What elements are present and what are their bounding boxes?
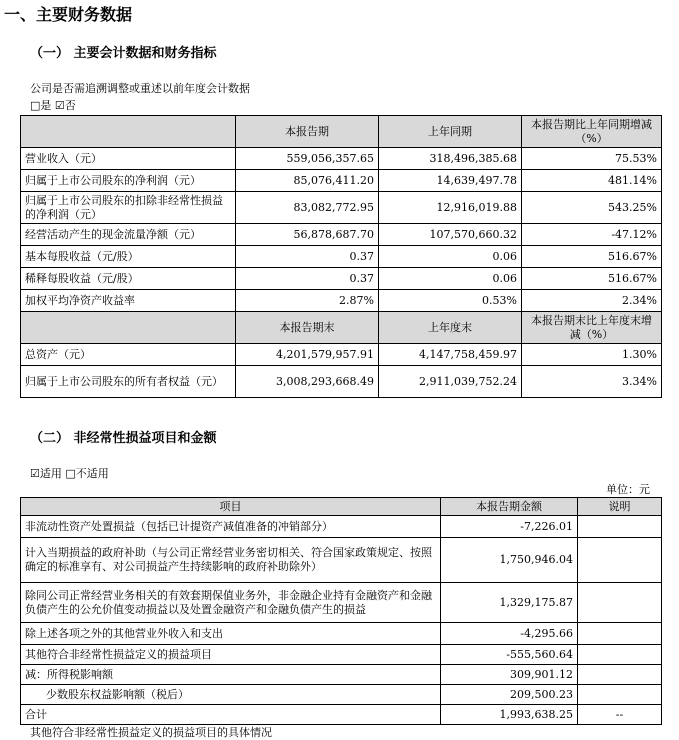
header-cell: 本报告期末比上年度末增减（%）	[522, 312, 662, 344]
accounting-data-table	[20, 115, 662, 398]
note-cell	[578, 538, 662, 583]
table-row	[21, 344, 662, 366]
item-label: 减：所得税影响额	[21, 665, 441, 685]
value-cell: 4,147,758,459.97	[379, 344, 522, 366]
value-cell: 4,201,579,957.91	[236, 344, 379, 366]
section1-title: （一） 主要会计数据和财务指标	[30, 46, 217, 61]
item-label: 少数股东权益影响额（税后）	[21, 685, 441, 705]
amount-cell: -555,560.64	[441, 645, 578, 665]
row-label: 营业收入（元）	[21, 148, 236, 170]
row-label: 总资产（元）	[21, 344, 236, 366]
value-cell: 2.87%	[236, 290, 379, 312]
table-header-row	[21, 116, 662, 148]
header-cell: 项目	[21, 498, 441, 516]
table-row	[21, 538, 662, 583]
header-cell: 上年度末	[379, 312, 522, 344]
header-cell: 本报告期金额	[441, 498, 578, 516]
table-row	[21, 583, 662, 623]
value-cell: 2.34%	[522, 290, 662, 312]
table-row	[21, 290, 662, 312]
value-cell: 516.67%	[522, 268, 662, 290]
header-cell	[21, 312, 236, 344]
value-cell: 83,082,772.95	[236, 192, 379, 224]
value-cell: 107,570,660.32	[379, 224, 522, 246]
value-cell: 0.37	[236, 246, 379, 268]
table-row	[21, 224, 662, 246]
table-row	[21, 366, 662, 398]
value-cell: 481.14%	[522, 170, 662, 192]
value-cell: 2,911,039,752.24	[379, 366, 522, 398]
note-cell: --	[578, 705, 662, 725]
restatement-question: 公司是否需追溯调整或重述以前年度会计数据	[30, 82, 250, 95]
table-row	[21, 170, 662, 192]
table-row	[21, 623, 662, 645]
value-cell: 0.37	[236, 268, 379, 290]
amount-cell: 309,901.12	[441, 665, 578, 685]
value-cell: 85,076,411.20	[236, 170, 379, 192]
table-row	[21, 246, 662, 268]
note-cell	[578, 583, 662, 623]
item-label: 合计	[21, 705, 441, 725]
table-row	[21, 268, 662, 290]
value-cell: 14,639,497.78	[379, 170, 522, 192]
note-cell	[578, 645, 662, 665]
item-label: 除上述各项之外的其他营业外收入和支出	[21, 623, 441, 645]
table-row	[21, 665, 662, 685]
row-label: 经营活动产生的现金流量净额（元）	[21, 224, 236, 246]
row-label: 归属于上市公司股东的净利润（元）	[21, 170, 236, 192]
footer-text: 其他符合非经常性损益定义的损益项目的具体情况	[30, 726, 272, 739]
value-cell: 3.34%	[522, 366, 662, 398]
value-cell: 543.25%	[522, 192, 662, 224]
table-row	[21, 516, 662, 538]
value-cell: 1.30%	[522, 344, 662, 366]
non-recurring-items-table	[20, 497, 662, 725]
value-cell: 75.53%	[522, 148, 662, 170]
item-label: 其他符合非经常性损益定义的损益项目	[21, 645, 441, 665]
item-label: 非流动性资产处置损益（包括已计提资产减值准备的冲销部分）	[21, 516, 441, 538]
amount-cell: -4,295.66	[441, 623, 578, 645]
table-header-row	[21, 312, 662, 344]
header-cell: 上年同期	[379, 116, 522, 148]
item-label: 计入当期损益的政府补助（与公司正常经营业务密切相关、符合国家政策规定、按照确定的标准享有、对公司损益产生持续影响的政府补助除外）	[21, 538, 441, 583]
row-label: 归属于上市公司股东的扣除非经常性损益的净利润（元）	[21, 192, 236, 224]
table-row	[21, 645, 662, 665]
amount-cell: 209,500.23	[441, 685, 578, 705]
header-cell: 说明	[578, 498, 662, 516]
value-cell: 56,878,687.70	[236, 224, 379, 246]
table-header-row	[21, 498, 662, 516]
table-row	[21, 685, 662, 705]
header-cell: 本报告期比上年同期增减（%）	[522, 116, 662, 148]
table-row	[21, 705, 662, 725]
row-label: 基本每股收益（元/股）	[21, 246, 236, 268]
value-cell: 559,056,357.65	[236, 148, 379, 170]
value-cell: 0.06	[379, 268, 522, 290]
restatement-options: □是 ☑否	[30, 99, 76, 112]
header-cell	[21, 116, 236, 148]
value-cell: 0.53%	[379, 290, 522, 312]
unit-label: 单位：元	[606, 483, 650, 496]
header-cell: 本报告期	[236, 116, 379, 148]
row-label: 加权平均净资产收益率	[21, 290, 236, 312]
section2-title: （二） 非经常性损益项目和金额	[30, 431, 217, 446]
value-cell: 318,496,385.68	[379, 148, 522, 170]
note-cell	[578, 685, 662, 705]
table-row	[21, 192, 662, 224]
value-cell: 0.06	[379, 246, 522, 268]
value-cell: 3,008,293,668.49	[236, 366, 379, 398]
amount-cell: 1,750,946.04	[441, 538, 578, 583]
value-cell: -47.12%	[522, 224, 662, 246]
note-cell	[578, 623, 662, 645]
amount-cell: -7,226.01	[441, 516, 578, 538]
row-label: 稀释每股收益（元/股）	[21, 268, 236, 290]
amount-cell: 1,993,638.25	[441, 705, 578, 725]
amount-cell: 1,329,175.87	[441, 583, 578, 623]
item-label: 除同公司正常经营业务相关的有效套期保值业务外，非金融企业持有金融资产和金融负债产生的公允价值变动损益以及处置金融资产和金融负债产生的损益	[21, 583, 441, 623]
note-cell	[578, 516, 662, 538]
applicability-options: ☑适用 □不适用	[30, 467, 109, 480]
value-cell: 516.67%	[522, 246, 662, 268]
table-row	[21, 148, 662, 170]
row-label: 归属于上市公司股东的所有者权益（元）	[21, 366, 236, 398]
value-cell: 12,916,019.88	[379, 192, 522, 224]
main-heading: 一、主要财务数据	[4, 5, 133, 24]
header-cell: 本报告期末	[236, 312, 379, 344]
note-cell	[578, 665, 662, 685]
